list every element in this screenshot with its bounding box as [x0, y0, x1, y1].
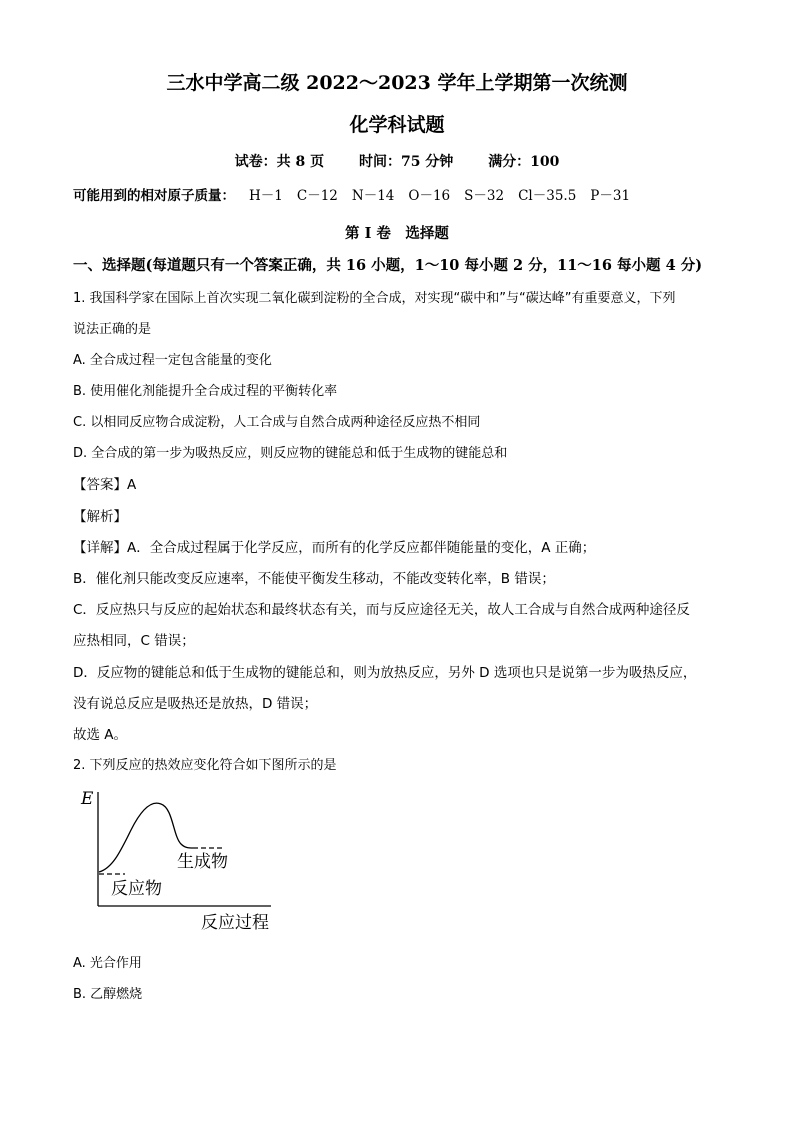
q1-analysis-label: 【解析】: [73, 509, 127, 525]
q1-option-d: D. 全合成的第一步为吸热反应，则反应物的键能总和低于生成物的键能总和: [73, 446, 508, 461]
exam-time: 时间：75 分钟: [358, 154, 454, 170]
q1-detail-line: 应热相同，C 错误；: [73, 633, 195, 649]
q1-detail-line: D．反应物的键能总和低于生成物的键能总和，则为放热反应，另外 D 选项也只是说第一步为吸热反应，: [73, 665, 697, 681]
energy-diagram: [73, 778, 293, 936]
atomic-mass-item: C－12: [296, 188, 338, 204]
q2-stem: 2. 下列反应的热效应变化符合如下图所示的是: [73, 758, 337, 773]
section-heading: 第 I 卷 选择题: [345, 225, 449, 242]
q2-option-a: A. 光合作用: [73, 956, 142, 971]
q1-detail-line: 没有说总反应是吸热还是放热，D 错误；: [73, 696, 318, 712]
q1-option-b: B. 使用催化剂能提升全合成过程的平衡转化率: [73, 384, 338, 399]
x-axis-label: 反应过程: [201, 913, 269, 933]
product-label: 生成物: [177, 852, 228, 872]
atomic-masses-label: 可能用到的相对原子质量：: [73, 188, 235, 204]
energy-diagram-svg: [73, 778, 293, 936]
q1-option-c: C. 以相同反应物合成淀粉，人工合成与自然合成两种途径反应热不相同: [73, 415, 481, 430]
q1-detail-line: C．反应热只与反应的起始状态和最终状态有关，而与反应途径无关，故人工合成与自然合成两种途径反: [73, 602, 690, 618]
y-axis-label: E: [81, 789, 94, 809]
atomic-mass-item: H－1: [249, 188, 283, 204]
q1-stem-line1: 1. 我国科学家在国际上首次实现二氧化碳到淀粉的全合成，对实现“碳中和”与“碳达峰”有重要意义，下列: [73, 291, 676, 306]
atomic-mass-item: Cl－35.5: [518, 188, 577, 204]
atomic-mass-item: O－16: [408, 188, 451, 204]
q1-stem-line2: 说法正确的是: [73, 322, 152, 337]
q2-option-b: B. 乙醇燃烧: [73, 987, 143, 1002]
q1-detail-line: 【详解】A．全合成过程属于化学反应，而所有的化学反应都伴随能量的变化，A 正确；: [73, 540, 596, 556]
atomic-masses: [73, 184, 630, 204]
exam-meta: [0, 151, 794, 171]
part-heading: 一、选择题(每道题只有一个答案正确，共 16 小题，1～10 每小题 2 分，11～16 每小题 4 分): [73, 257, 703, 274]
atomic-mass-item: N－14: [351, 188, 395, 204]
q1-detail-line: 故选 A。: [73, 727, 128, 743]
atomic-mass-item: P－31: [590, 188, 631, 204]
full-score: 满分：100: [488, 154, 560, 170]
page-count: 试卷：共 8 页: [234, 154, 325, 170]
exam-title: 三水中学高二级 2022～2023 学年上学期第一次统测: [166, 72, 628, 94]
q1-detail-line: B．催化剂只能改变反应速率，不能使平衡发生移动，不能改变转化率，B 错误；: [73, 571, 555, 587]
exam-subtitle: 化学科试题: [349, 114, 445, 136]
reactant-label: 反应物: [111, 879, 162, 899]
atomic-mass-item: S－32: [464, 188, 505, 204]
q1-answer: 【答案】A: [73, 477, 137, 493]
q1-option-a: A. 全合成过程一定包含能量的变化: [73, 353, 272, 368]
